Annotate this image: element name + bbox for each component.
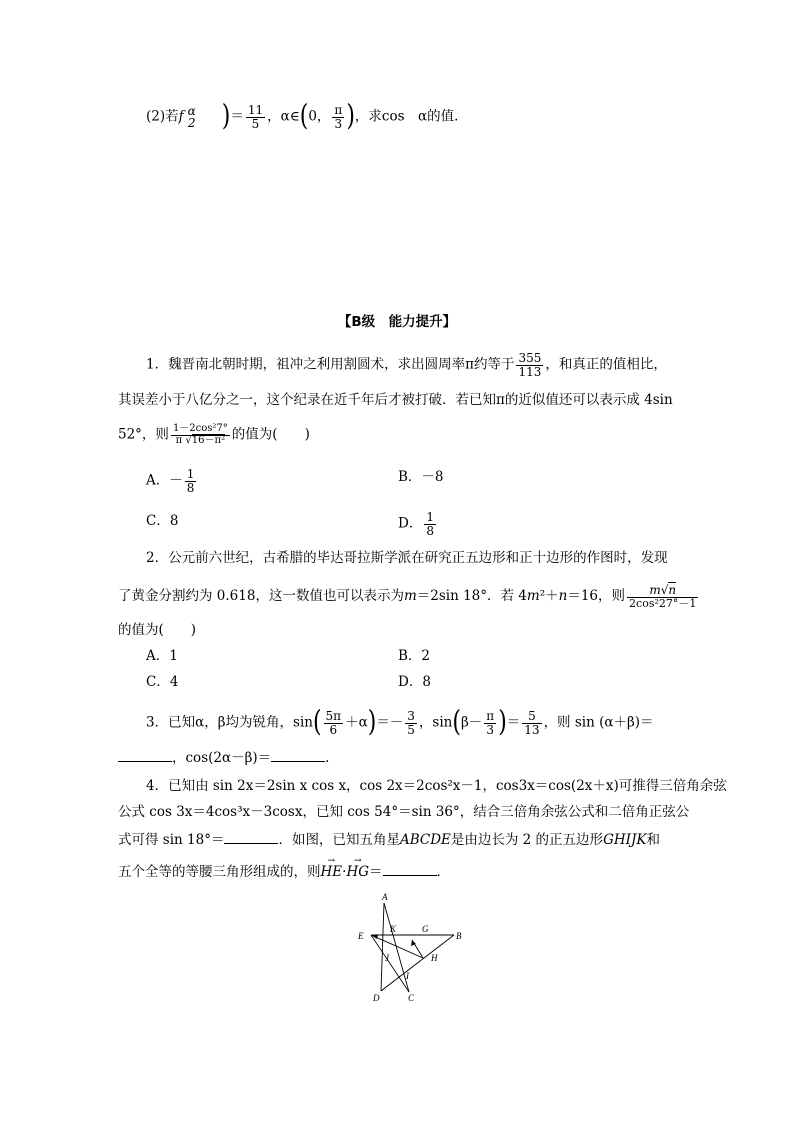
- q1-line-3: 52°，则 $\frac{\text{1－2cos²7°}}{\text{π √16－π²}}$ 的值为( ): [118, 423, 310, 446]
- q2-line-3: 的值为( ): [118, 622, 197, 638]
- q2-expression: $\frac{m√n}{\text{2cos²27°－1}}$: [629, 583, 697, 610]
- part2-lead: (2)若: [146, 108, 179, 125]
- q2-option-c[interactable]: C．4: [146, 674, 179, 690]
- value-11-over-5: $\frac{11}{5}$: [247, 103, 264, 131]
- label-K: K: [390, 924, 397, 934]
- q4-line-4: 五个全等的等腰三角形组成的，则→ HE·→ HG＝ ．: [118, 862, 450, 882]
- q1-option-a[interactable]: A．－ $\frac{1}{8}$: [146, 467, 195, 495]
- label-C: C: [408, 993, 415, 1003]
- q1-line-1: 1．魏晋南北朝时期，祖冲之利用割圆术，求出圆周率π约等于 $\frac{355}{113}$ ，和真正的值相比，: [146, 351, 667, 379]
- q2-line-1: 2．公元前六世纪，古希腊的毕达哥拉斯学派在研究正五边形和正十边形的作图时，发现: [146, 550, 668, 566]
- label-D: D: [373, 993, 380, 1003]
- label-E: E: [358, 931, 364, 941]
- q4-line-3: 式可得 sin 18°＝ ．如图，已知五角星ABCDE是由边长为 2 的正五边形GHIJK和: [118, 832, 660, 848]
- q2-option-d[interactable]: D．8: [398, 674, 431, 690]
- q4-line-1: 4．已知由 sin 2x＝2sin x cos x，cos 2x＝2cos²x－1，cos3x＝cos(2x＋x)可推得三倍角余弦: [146, 778, 727, 794]
- q4-line-2: 公式 cos 3x＝4cos³x－3cosx，已知 cos 54°＝sin 36°，结合三倍角余弦公式和二倍角正弦公: [118, 804, 690, 820]
- q1-option-b[interactable]: B．－8: [398, 469, 444, 485]
- vector-he: → HE: [321, 862, 343, 882]
- part2-line: (2)若f α 2 )＝ $\frac{11}{5}$ ，α∈(0， $\frac{\pi}{3}$ )，求cos α的值.: [146, 100, 459, 133]
- vector-hg: → HG: [346, 862, 369, 882]
- answer-blank-2[interactable]: [271, 749, 325, 762]
- q2-option-b[interactable]: B．2: [398, 648, 431, 664]
- function-f: f: [178, 108, 184, 125]
- label-A: A: [382, 893, 388, 902]
- q2-option-a[interactable]: A．1: [146, 648, 178, 664]
- star-edge-DA: [381, 903, 384, 991]
- label-H: H: [431, 953, 438, 963]
- pentagram-figure: [345, 893, 475, 1003]
- label-G: G: [422, 924, 429, 934]
- label-J: J: [385, 953, 389, 963]
- label-B: B: [456, 931, 462, 941]
- q1-option-d[interactable]: D． $\frac{1}{8}$: [398, 510, 434, 538]
- alpha-over-2: α 2: [187, 103, 196, 131]
- q1-expression: $\frac{\text{1－2cos²7°}}{\text{π √16－π²}}$: [172, 423, 228, 446]
- q1-line-2: 其误差小于八亿分之一，这个纪录在近千年后才被打破．若已知π的近似值还可以表示成 4sin: [118, 392, 673, 408]
- pi-over-3: $\frac{\pi}{3}$: [334, 103, 343, 131]
- answer-blank-3[interactable]: [224, 831, 278, 844]
- section-title: 【B级 能力提升】: [337, 314, 457, 330]
- q3-line-2: ，cos(2α－β)＝ .: [118, 748, 329, 768]
- q3-line-1: 3．已知α，β均为锐角，sin( $\frac{5\pi}{6}$ ＋α)＝－ $\frac{3}{5}$ ，sin(β－ $\frac{\pi}{3}$ )＝ $\frac{5}{13}$ ，则 sin (α＋β)＝: [146, 706, 654, 739]
- frac-355-113: $\frac{355}{113}$: [518, 351, 542, 379]
- answer-blank-1[interactable]: [118, 749, 172, 762]
- answer-blank-4[interactable]: [383, 863, 437, 876]
- star-edge-BD: [381, 935, 454, 991]
- label-I: I: [406, 971, 409, 981]
- q1-option-c[interactable]: C．8: [146, 513, 179, 529]
- q2-line-2: 了黄金分割约为 0.618，这一数值也可以表示为m＝2sin 18°．若 4m²＋n＝16，则 $\frac{m√n}{\text{2cos²27°－1}}$: [118, 583, 697, 610]
